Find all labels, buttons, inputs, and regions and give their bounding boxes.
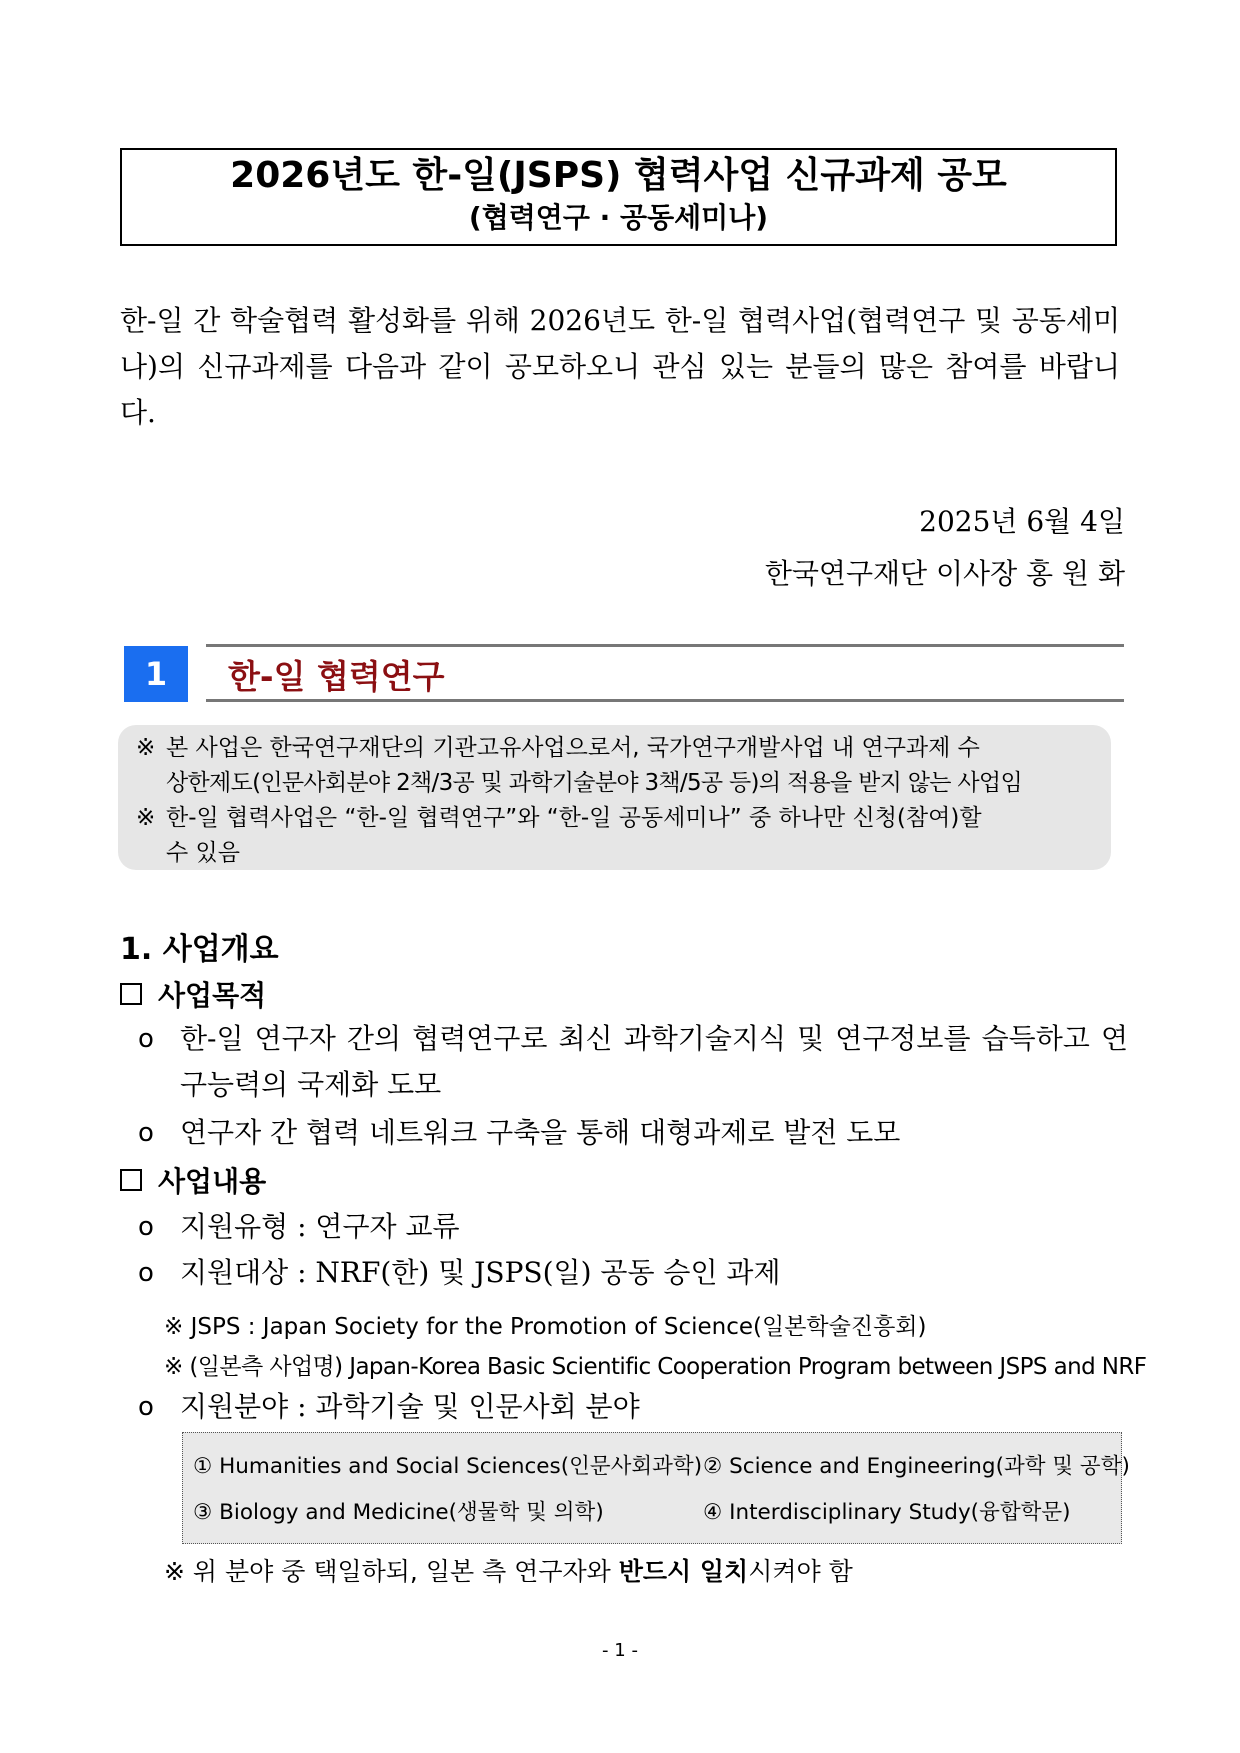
intro-paragraph: 한-일 간 학술협력 활성화를 위해 2026년도 한-일 협력사업(협력연구 및 공동세미나)의 신규과제를 다음과 같이 공모하오니 관심 있는 분들의 많은 참여를 바랍니다. <box>120 304 1120 429</box>
section-header <box>206 644 1124 702</box>
field-item: ① Humanities and Social Sciences(인문사회과학) <box>193 1454 703 1479</box>
checkbox-icon <box>120 983 142 1005</box>
fields-box <box>182 1432 1130 1544</box>
document-title: 2026년도 한-일(JSPS) 협력사업 신규과제 공모 <box>230 155 1007 196</box>
section-title: 한-일 협력연구 <box>228 657 445 696</box>
notice-item-2-cont: 수 있음 <box>166 840 240 866</box>
field-item: ④ Interdisciplinary Study(융합학문) <box>703 1500 1071 1525</box>
list-item: o 지원분야 : 과학기술 및 인문사회 분야 <box>138 1384 1128 1430</box>
content-heading: 사업내용 <box>120 1160 266 1200</box>
circle-bullet-icon: o <box>138 1392 154 1422</box>
field-selection-note: ※ 위 분야 중 택일하되, 일본 측 연구자와 반드시 일치시켜야 함 <box>164 1557 853 1586</box>
notice-item-1-cont: 상한제도(인문사회분야 2책/3공 및 과학기술분야 3책/5공 등)의 적용을 받지 않는 사업임 <box>166 770 1022 796</box>
program-name-note: ※ (일본측 사업명) Japan-Korea Basic Scientific Cooperation Program between JSPS and NRF <box>164 1354 1147 1380</box>
overview-heading: 1. 사업개요 <box>120 932 279 967</box>
document-subtitle: (협력연구 · 공동세미나) <box>468 201 769 234</box>
notice-item-1: ※ 본 사업은 한국연구재단의 기관고유사업으로서, 국가연구개발사업 내 연구과제 수 <box>136 735 980 761</box>
title-box <box>120 148 1117 246</box>
purpose-heading: 사업목적 <box>120 974 266 1014</box>
signer: 한국연구재단 이사장 홍 원 화 <box>764 557 1125 590</box>
announcement-date: 2025년 6월 4일 <box>919 505 1125 538</box>
circle-bullet-icon: o <box>138 1212 154 1242</box>
section-number: 1 <box>124 646 188 702</box>
field-item: ② Science and Engineering(과학 및 공학) <box>703 1454 1130 1479</box>
circle-bullet-icon: o <box>138 1024 154 1054</box>
circle-bullet-icon: o <box>138 1258 154 1288</box>
list-item: o 지원유형 : 연구자 교류 <box>138 1204 1128 1250</box>
checkbox-icon <box>120 1169 142 1191</box>
page-number: - 1 - <box>602 1640 638 1661</box>
jsps-note: ※ JSPS : Japan Society for the Promotion of Science(일본학술진흥회) <box>164 1314 927 1340</box>
list-item: o 지원대상 : NRF(한) 및 JSPS(일) 공동 승인 과제 <box>138 1250 1128 1296</box>
circle-bullet-icon: o <box>138 1118 154 1148</box>
field-item: ③ Biology and Medicine(생물학 및 의학) <box>193 1500 604 1525</box>
list-item: o 연구자 간 협력 네트워크 구축을 통해 대형과제로 발전 도모 <box>138 1110 1128 1156</box>
list-item: o 한-일 연구자 간의 협력연구로 최신 과학기술지식 및 연구정보를 습득하고 연구능력의 국제화 도모 <box>138 1016 1128 1108</box>
notice-item-2: ※ 한-일 협력사업은 “한-일 협력연구”와 “한-일 공동세미나” 중 하나만 신청(참여)할 <box>136 805 982 831</box>
notice-box <box>118 725 1111 870</box>
